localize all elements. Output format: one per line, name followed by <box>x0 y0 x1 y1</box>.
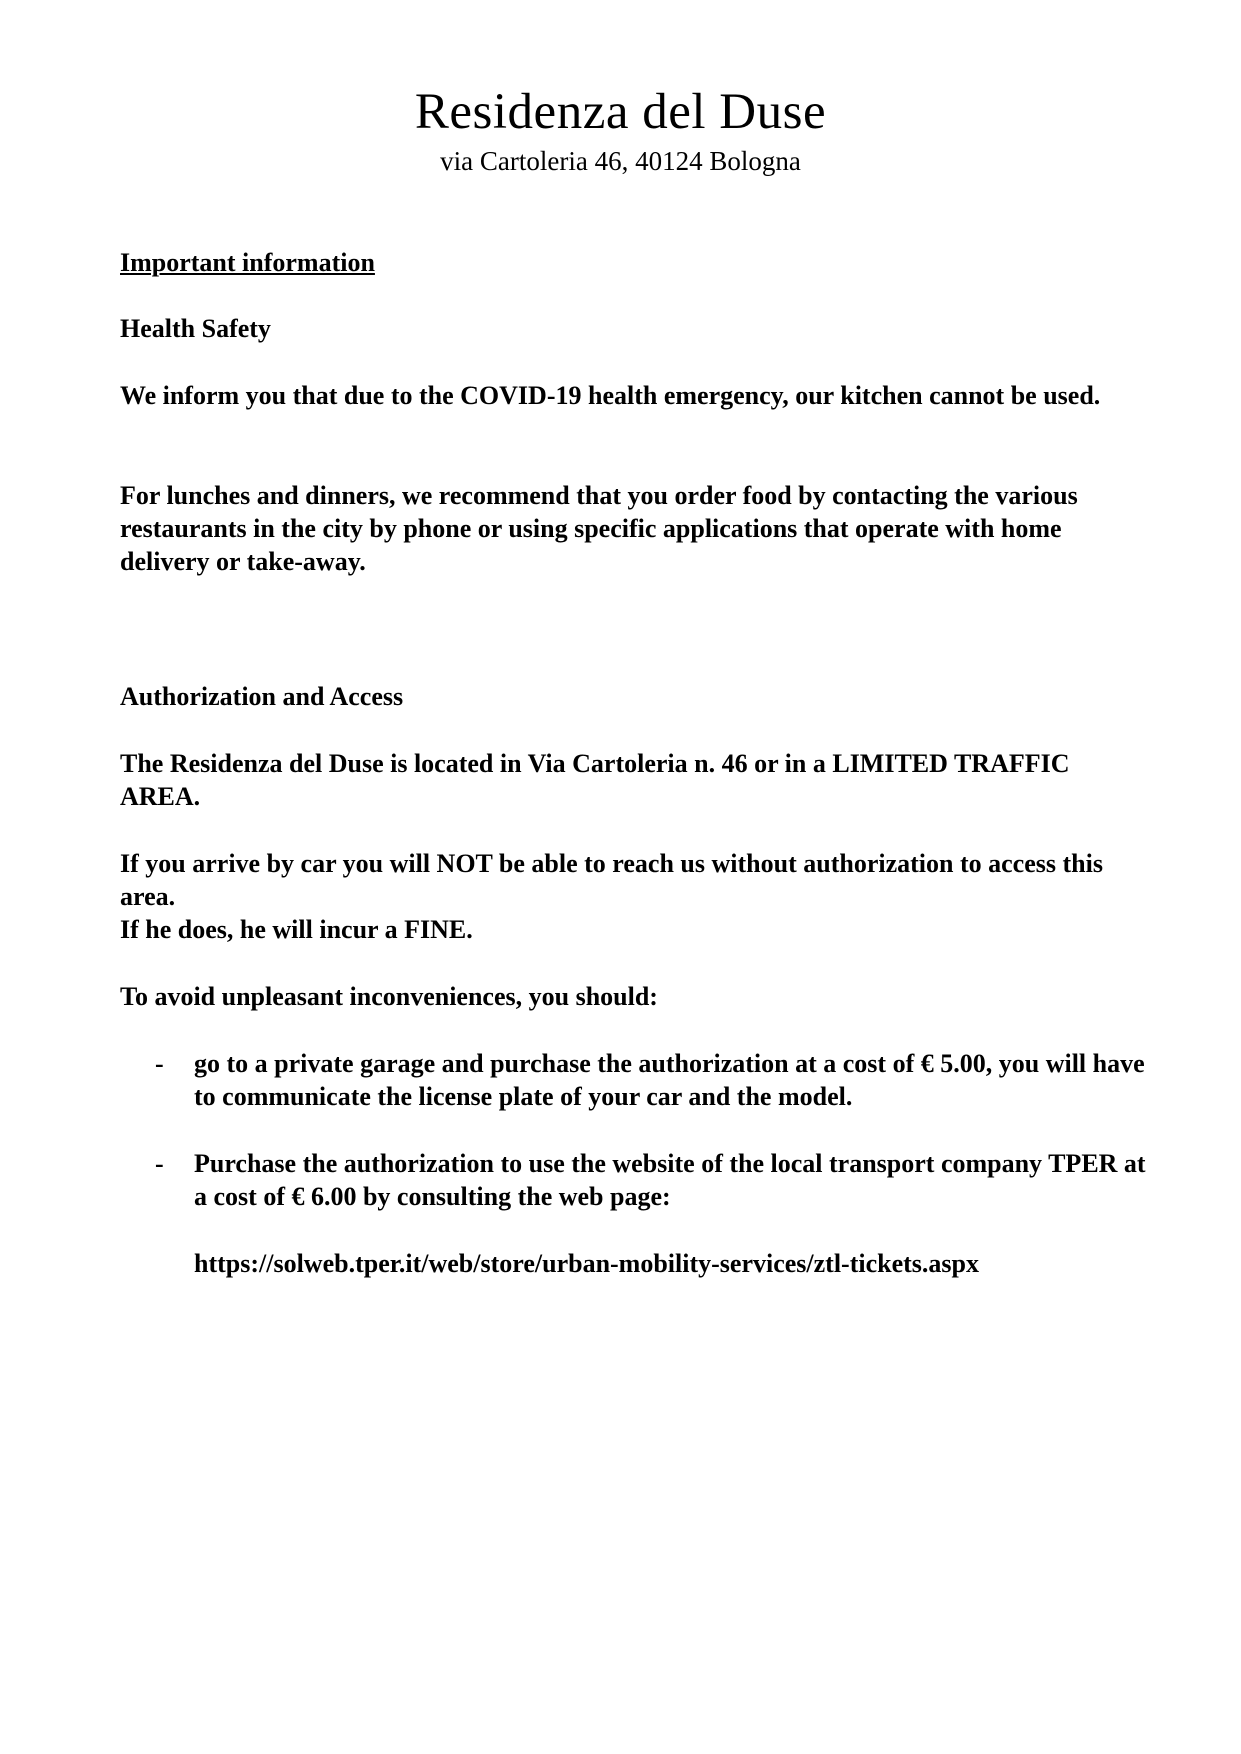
access-paragraph-2 <box>120 847 1140 946</box>
access-paragraph-2-line-1: If you arrive by car you will NOT be able to reach us without authorization to access this area. <box>120 849 1103 911</box>
important-info-heading: Important information <box>120 248 375 277</box>
access-paragraph-2-line-2: If he does, he will incur a FINE. <box>120 915 473 944</box>
bullet-item-2: Purchase the authorization to use the website of the local transport company TPER at a cost of € 6.00 by consulting the web page: <box>194 1149 1146 1211</box>
tper-web-link[interactable]: https://solweb.tper.it/web/store/urban-mobility-services/ztl-tickets.aspx <box>194 1249 979 1278</box>
document-title: Residenza del Duse <box>414 84 827 140</box>
bullet-marker-2: - <box>155 1149 164 1178</box>
bullet-marker-1: - <box>155 1049 164 1078</box>
document-address: via Cartoleria 46, 40124 Bologna <box>440 146 801 176</box>
access-paragraph-1: The Residenza del Duse is located in Via Cartoleria n. 46 or in a LIMITED TRAFFIC AREA. <box>120 749 1070 811</box>
access-paragraph-3: To avoid unpleasant inconveniences, you should: <box>120 982 658 1011</box>
bullet-item-1: go to a private garage and purchase the authorization at a cost of € 5.00, you will have to communicate the license plate of your car and the model. <box>194 1049 1145 1111</box>
authorization-access-heading: Authorization and Access <box>120 682 404 711</box>
health-safety-heading: Health Safety <box>120 314 271 343</box>
health-paragraph-1: We inform you that due to the COVID-19 health emergency, our kitchen cannot be used. <box>120 381 1101 410</box>
health-paragraph-2: For lunches and dinners, we recommend that you order food by contacting the various restaurants in the city by phone or using specific applications that operate with home delivery or take-away. <box>120 481 1078 576</box>
